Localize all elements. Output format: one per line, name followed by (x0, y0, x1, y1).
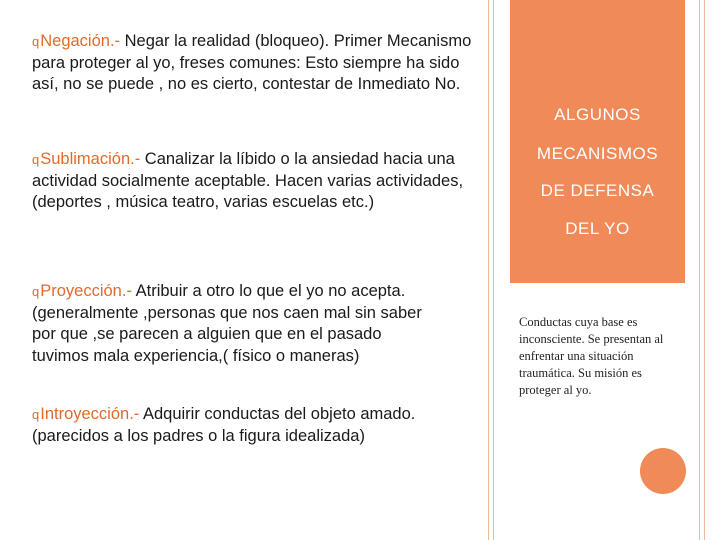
term: Negación.- (40, 32, 121, 50)
description-text: Conductas cuya base es inconsciente. Se presentan al enfrentar una situación traumática. Su misión es proteger al yo. (519, 315, 664, 397)
divider-line (493, 0, 494, 540)
bullet-icon: q (32, 34, 40, 49)
title-panel (510, 0, 685, 283)
title-line: DEL YO (565, 219, 630, 238)
list-item-introyeccion (32, 404, 472, 447)
term: Introyección.- (40, 405, 140, 423)
list-item-sublimacion (32, 149, 472, 214)
definition: Canalizar la líbido o la ansiedad hacia una actividad socialmente aceptable. Hacen varias actividades, (deportes , música teatro, varias escuelas etc.) (32, 150, 464, 211)
bullet-icon: q (32, 152, 40, 167)
definition: Adquirir conductas del objeto amado.(parecidos a los padres o la figura idealizada) (32, 405, 416, 445)
divider-line (704, 0, 705, 540)
list-item-negacion (32, 31, 472, 96)
definition: Negar la realidad (bloqueo). Primer Mecanismo para proteger al yo, freses comunes: Esto siempre ha sido así, no se puede , no es cierto, contestar de Inmediato No. (32, 32, 472, 93)
divider-line (488, 0, 489, 540)
term: Sublimación.- (40, 150, 141, 168)
term: Proyección.- (40, 282, 132, 300)
title-line: DE DEFENSA (540, 181, 655, 200)
bullet-icon: q (32, 407, 40, 422)
divider-line (699, 0, 700, 540)
decorative-circle (640, 448, 686, 494)
title-line: ALGUNOS (554, 105, 641, 124)
bullet-icon: q (32, 284, 40, 299)
title-line: MECANISMOS (536, 144, 659, 163)
list-item-proyeccion (32, 281, 432, 367)
definition: Atribuir a otro lo que el yo no acepta.(generalmente ,personas que nos caen mal sin saber por que ,se parecen a alguien que en el pasado tuvimos mala experiencia,( físico o maneras) (32, 282, 422, 365)
